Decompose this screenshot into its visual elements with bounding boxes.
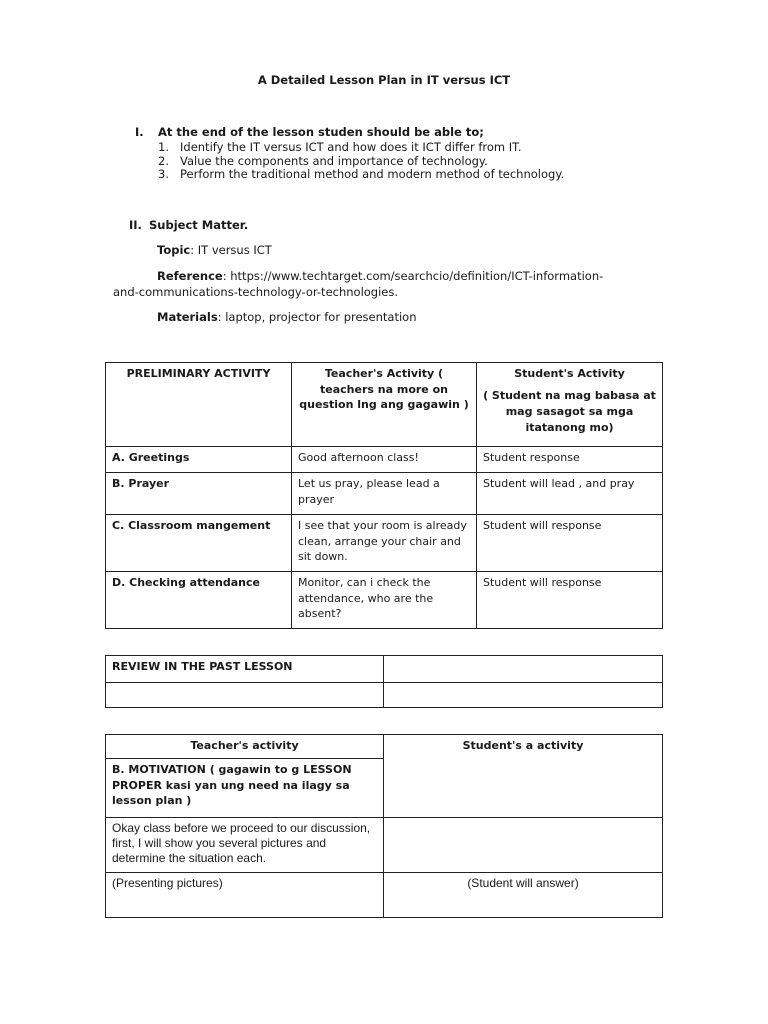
student-cell: Student will lead , and pray: [477, 473, 663, 515]
review-header: REVIEW IN THE PAST LESSON: [106, 656, 384, 683]
activity-cell: C. Classroom mangement: [106, 515, 292, 572]
topic-line: [157, 244, 272, 257]
objective-text: Perform the traditional method and modern method of technology.: [180, 167, 565, 181]
objective-text: Identify the IT versus ICT and how does it ICT differ from IT.: [180, 140, 522, 154]
teacher-cell: Let us pray, please lead a prayer: [292, 473, 477, 515]
student-cell: Student will response: [477, 572, 663, 629]
reference-label: Reference: [157, 269, 223, 283]
student-text-cell: [384, 818, 663, 873]
table-row: [106, 447, 663, 473]
teacher-cell: Monitor, can i check the attendance, who are the absent?: [292, 572, 477, 629]
review-cell: [106, 683, 384, 708]
section-1-heading: At the end of the lesson studen should be able to;: [158, 125, 484, 139]
table-row: [106, 572, 663, 629]
topic-label: Topic: [157, 243, 191, 257]
objective-number: 2.: [158, 154, 169, 168]
section-2-number: II.: [129, 218, 142, 232]
teacher-cell: I see that your room is already clean, arrange your chair and sit down.: [292, 515, 477, 572]
teacher-activity-header: Teacher's activity: [106, 735, 384, 759]
reference-continuation: and-communications-technology-or-technologies.: [113, 285, 399, 299]
student-answer-cell: (Student will answer): [384, 873, 663, 918]
topic-value: : IT versus ICT: [190, 243, 272, 257]
teacher-cell: Good afternoon class!: [292, 447, 477, 473]
page-title: A Detailed Lesson Plan in IT versus ICT: [257, 73, 511, 87]
table-row: [106, 818, 663, 873]
motivation-cell: B. MOTIVATION ( gagawin to g LESSON PROPER kasi yan ung need na ilagy sa lesson plan ): [106, 759, 384, 818]
teacher-text-cell: Okay class before we proceed to our discussion, first, I will show you several pictures and determine the situation each.: [106, 818, 384, 873]
student-activity-title: Student's Activity: [514, 367, 625, 380]
table-header-row: [106, 363, 663, 447]
section-2-heading: Subject Matter.: [149, 218, 249, 232]
activity-cell: D. Checking attendance: [106, 572, 292, 629]
table-row: [106, 473, 663, 515]
header-student-activity: [477, 363, 663, 447]
objective-number: 1.: [158, 140, 169, 154]
header-preliminary-activity: PRELIMINARY ACTIVITY: [106, 363, 292, 447]
materials-line: [157, 311, 417, 324]
materials-label: Materials: [157, 310, 218, 324]
table-header-row: [106, 735, 663, 759]
table-row: [106, 656, 663, 683]
table-row: [106, 515, 663, 572]
student-cell: Student will response: [477, 515, 663, 572]
activity-cell: B. Prayer: [106, 473, 292, 515]
review-cell: [384, 683, 663, 708]
header-teacher-activity: Teacher's Activity ( teachers na more on question lng ang gagawin ): [292, 363, 477, 447]
reference-value: : https://www.techtarget.com/searchcio/definition/ICT-information-: [222, 269, 604, 283]
preliminary-activity-table: [105, 362, 663, 629]
review-table: [105, 655, 663, 708]
presenting-cell: (Presenting pictures): [106, 873, 384, 918]
reference-line: [157, 270, 603, 283]
student-activity-note: ( Student na mag babasa at mag sasagot sa mga itatanong mo): [483, 388, 656, 434]
section-1-number: I.: [135, 125, 144, 139]
objective-text: Value the components and importance of technology.: [180, 154, 488, 168]
student-activity-header: Student's a activity: [384, 735, 663, 818]
activity-cell: A. Greetings: [106, 447, 292, 473]
motivation-table: [105, 734, 663, 918]
student-cell: Student response: [477, 447, 663, 473]
table-row: [106, 683, 663, 708]
materials-value: : laptop, projector for presentation: [217, 310, 417, 324]
objective-number: 3.: [158, 167, 169, 181]
review-cell: [384, 656, 663, 683]
table-row: [106, 873, 663, 918]
